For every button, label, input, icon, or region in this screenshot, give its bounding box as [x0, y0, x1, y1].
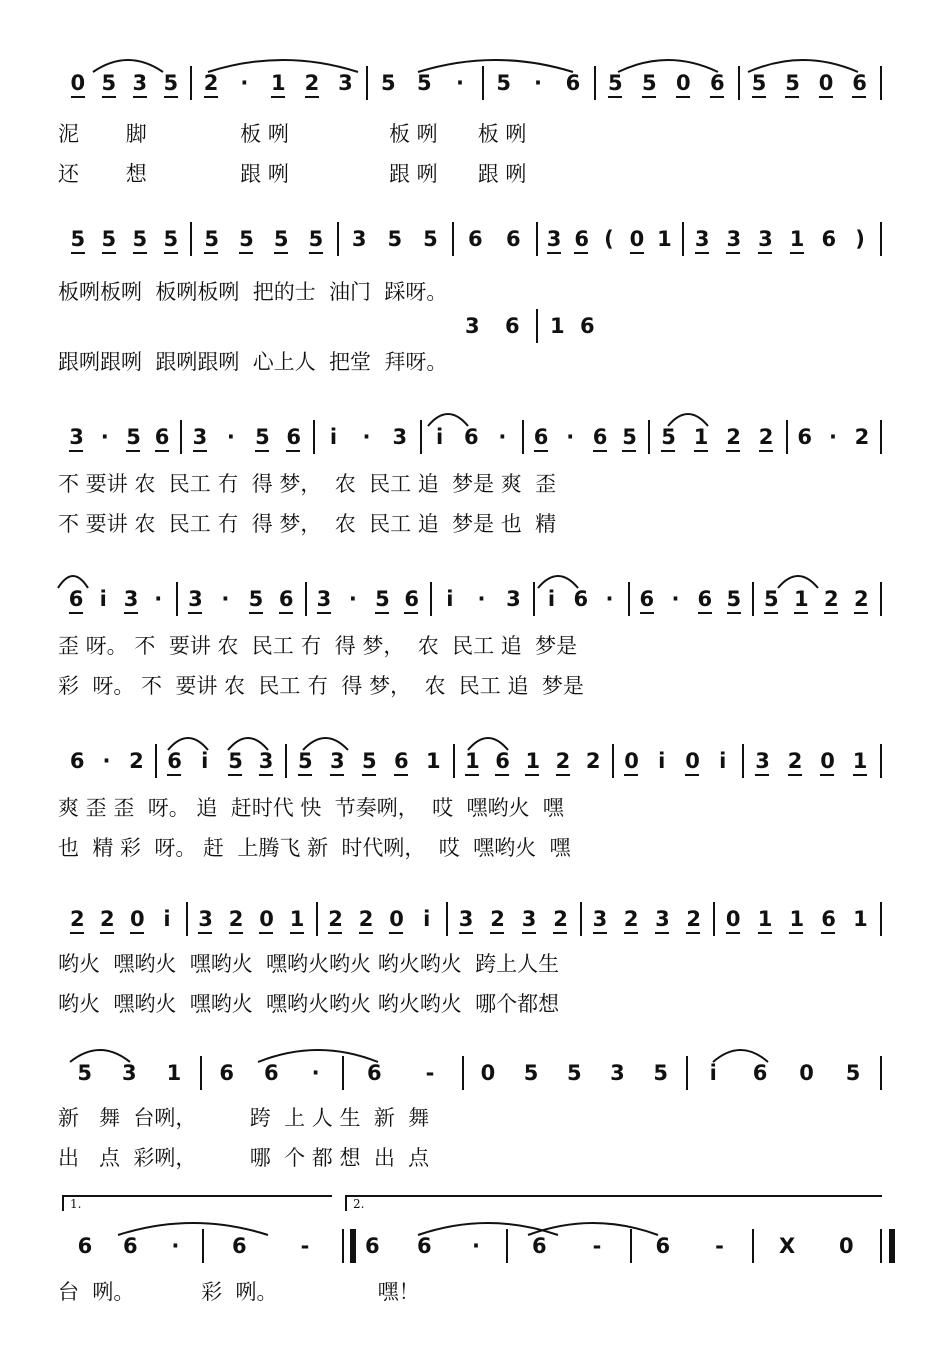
note: 6	[69, 578, 83, 614]
notation-staff	[58, 740, 884, 780]
note: 6	[69, 749, 85, 773]
note: 6	[495, 740, 509, 776]
note: ·	[477, 587, 486, 611]
note: 6	[797, 425, 812, 449]
note: 0	[819, 62, 833, 98]
note: 3	[726, 218, 740, 254]
note: 3	[465, 314, 480, 338]
note: ·	[102, 749, 111, 773]
note: 3	[459, 898, 473, 934]
lyric-line: 新 舞 台咧， 跨 上 人 生 新 舞	[58, 1106, 430, 1130]
slur	[70, 1050, 130, 1062]
note: -	[715, 1234, 724, 1258]
note: 1	[657, 227, 672, 251]
note: 6	[532, 1234, 547, 1258]
note: 3	[522, 898, 536, 934]
note: 6	[505, 314, 520, 338]
slur	[538, 576, 578, 588]
lyric-line: 跟咧跟咧 跟咧跟咧 心上人 把堂 拜呀。	[58, 350, 448, 374]
note: 1	[853, 740, 867, 776]
slur-arcs	[58, 62, 884, 102]
note: 5	[362, 740, 376, 776]
note: 5	[102, 218, 116, 254]
slur-arcs	[58, 218, 884, 258]
note: ·	[498, 425, 507, 449]
note: 3	[610, 1061, 625, 1085]
note: 3	[317, 578, 331, 614]
slur-arcs	[58, 416, 884, 456]
note: 6	[279, 578, 293, 614]
note: 3	[506, 587, 521, 611]
note: 3	[392, 425, 408, 449]
lyric-line: 出 点 彩咧， 哪 个 都 想 出 点	[58, 1146, 430, 1170]
note: 6	[752, 1061, 768, 1085]
note: 2	[359, 898, 373, 934]
volta-label: 2.	[353, 1197, 365, 1211]
note: 0	[259, 898, 273, 934]
note: 2	[70, 898, 84, 934]
lyric-line: 哟火 嘿哟火 嘿哟火 嘿哟火哟火 哟火哟火 跨上人生	[58, 952, 560, 976]
lyric-line: 也 精 彩 呀。 赶 上腾飞 新 时代咧， 哎 嘿哟火 嘿	[58, 836, 571, 860]
note: 3	[695, 218, 709, 254]
note: i	[709, 1061, 717, 1085]
note: 3	[351, 227, 367, 251]
note: 3	[133, 62, 147, 98]
note: 3	[198, 898, 212, 934]
notation-staff	[58, 578, 884, 618]
note: 5	[71, 218, 85, 254]
lyric-line: 爽 歪 歪 呀。 追 赶时代 快 节奏咧， 哎 嘿哟火 嘿	[58, 796, 564, 820]
slur	[748, 60, 858, 72]
note: 3	[547, 218, 561, 254]
note: i	[719, 749, 727, 773]
note: 3	[338, 71, 353, 95]
note: 6	[710, 62, 724, 98]
note: 0	[624, 740, 638, 776]
note: 3	[330, 740, 344, 776]
note: 5	[133, 218, 147, 254]
note: 5	[496, 71, 511, 95]
note: ·	[533, 71, 542, 95]
note: 5	[255, 416, 269, 452]
note: X	[779, 1234, 796, 1258]
note: 3	[121, 1061, 137, 1085]
note: 3	[188, 578, 202, 614]
note: 6	[573, 587, 589, 611]
bar-line	[536, 309, 538, 343]
note: 0	[480, 1061, 496, 1085]
note: 2	[759, 416, 773, 452]
note: i	[658, 749, 666, 773]
volta-bracket	[62, 1195, 332, 1211]
note: 6	[404, 578, 418, 614]
note: 2	[726, 416, 740, 452]
volta-label: 1.	[70, 1197, 82, 1211]
note: 5	[752, 62, 766, 98]
note: 2	[624, 898, 638, 934]
note: 0	[389, 898, 403, 934]
note: 3	[124, 578, 138, 614]
note: 3	[69, 416, 83, 452]
note: 5	[164, 62, 178, 98]
note: ·	[362, 425, 371, 449]
note: 1	[271, 62, 285, 98]
note: 5	[204, 218, 218, 254]
note: 1	[166, 1061, 182, 1085]
note: 2	[100, 898, 114, 934]
note: 6	[77, 1234, 93, 1258]
note: 5	[661, 416, 675, 452]
note: 1	[465, 740, 479, 776]
note: 5	[375, 578, 389, 614]
slur	[303, 738, 348, 750]
note: 5	[523, 1061, 539, 1085]
note: 6	[367, 1061, 382, 1085]
note: 0	[685, 740, 699, 776]
note: i	[436, 425, 444, 449]
note: 6	[122, 1234, 138, 1258]
note: 0	[676, 62, 690, 98]
slur	[418, 60, 573, 72]
slur	[93, 60, 163, 72]
note: 6	[263, 1061, 279, 1085]
alternate-notes	[452, 305, 602, 345]
lyric-line: 不 要讲 农 民工 冇 得 梦， 农 民工 追 梦是 爽 歪	[58, 472, 557, 496]
volta-bracket	[345, 1195, 882, 1211]
note: 2	[328, 898, 342, 934]
note: 3	[593, 898, 607, 934]
note: ·	[221, 587, 230, 611]
lyric-line: 还 想 跟 咧 跟 咧 跟 咧	[58, 162, 527, 186]
note: 5	[387, 227, 403, 251]
note: 2	[788, 740, 802, 776]
note: 2	[854, 578, 868, 614]
slur-arcs	[58, 740, 884, 780]
note: 5	[102, 62, 116, 98]
note: 5	[653, 1061, 668, 1085]
note: ·	[566, 425, 575, 449]
note: 6	[534, 416, 548, 452]
note: 5	[566, 1061, 582, 1085]
note: 5	[642, 62, 656, 98]
note: i	[547, 587, 556, 611]
note: 6	[593, 416, 607, 452]
note: 1	[426, 749, 441, 773]
note: 5	[77, 1061, 92, 1085]
note: ·	[226, 425, 235, 449]
note: 6	[821, 898, 835, 934]
note: i	[201, 749, 209, 773]
lyric-line: 哟火 嘿哟火 嘿哟火 嘿哟火哟火 哟火哟火 哪个都想	[58, 992, 560, 1016]
slur-arcs	[58, 1052, 884, 1092]
slur	[618, 60, 718, 72]
note: 1	[790, 218, 804, 254]
note: 6	[394, 740, 408, 776]
notation-staff	[58, 1052, 884, 1092]
notation-staff	[58, 1225, 884, 1265]
note: 5	[423, 227, 438, 251]
note: 5	[239, 218, 253, 254]
note: 3	[758, 218, 772, 254]
note: 2	[129, 749, 144, 773]
note: ·	[348, 587, 357, 611]
note: i	[446, 587, 454, 611]
note: 6	[565, 71, 581, 95]
note: 0	[820, 740, 834, 776]
note: 0	[130, 898, 144, 934]
note: 2	[229, 898, 243, 934]
slur-arcs	[58, 1225, 884, 1265]
lyric-line: 歪 呀。 不 要讲 农 民工 冇 得 梦， 农 民工 追 梦是	[58, 634, 578, 658]
slur-arcs	[58, 898, 884, 938]
note: 0	[71, 62, 85, 98]
note: 2	[556, 740, 570, 776]
note: 2	[824, 578, 838, 614]
note: 5	[727, 578, 741, 614]
slur	[668, 414, 708, 426]
slur	[168, 738, 208, 750]
note: ·	[240, 71, 249, 95]
note: 5	[845, 1061, 861, 1085]
note: )	[855, 227, 865, 251]
note: 2	[854, 425, 870, 449]
notation-staff	[58, 218, 884, 258]
slur	[418, 1223, 558, 1235]
lyric-line: 板咧板咧 板咧板咧 把的士 油门 踩呀。	[58, 280, 448, 304]
note: 1	[794, 578, 808, 614]
note: 2	[490, 898, 504, 934]
note: 1	[290, 898, 304, 934]
note: 5	[228, 740, 242, 776]
note: 6	[468, 227, 483, 251]
slur	[118, 1223, 268, 1235]
note: ·	[671, 587, 680, 611]
note: 6	[286, 416, 300, 452]
note: ·	[456, 71, 464, 95]
note: 3	[259, 740, 273, 776]
note: 0	[799, 1061, 814, 1085]
note: 5	[785, 62, 799, 98]
notation-staff	[58, 416, 884, 456]
slur	[208, 60, 358, 72]
note: ·	[472, 1234, 480, 1258]
note: 6	[655, 1234, 671, 1258]
note: 5	[164, 218, 178, 254]
slur	[428, 414, 468, 426]
note: 5	[274, 218, 288, 254]
note: i	[99, 587, 107, 611]
note: 5	[608, 62, 622, 98]
note: 3	[655, 898, 669, 934]
note: 1	[550, 314, 565, 338]
lyric-line: 彩 呀。 不 要讲 农 民工 冇 得 梦， 农 民工 追 梦是	[58, 674, 584, 698]
slur	[58, 576, 88, 588]
slur	[528, 1223, 658, 1235]
note: 5	[126, 416, 140, 452]
slur	[258, 1050, 378, 1062]
note: 5	[417, 71, 432, 95]
note: 6	[580, 314, 595, 338]
note: 5	[622, 416, 636, 452]
slur	[778, 576, 818, 588]
note: 2	[553, 898, 567, 934]
note: 6	[219, 1061, 234, 1085]
note: ·	[100, 425, 109, 449]
notation-staff	[58, 898, 884, 938]
note: (	[604, 227, 614, 251]
note: 6	[463, 425, 479, 449]
slur-arcs	[58, 578, 884, 618]
note: 6	[232, 1234, 247, 1258]
note: i	[329, 425, 338, 449]
note: 1	[853, 907, 868, 931]
note: ·	[828, 425, 837, 449]
slur	[228, 738, 268, 750]
note: 6	[417, 1234, 432, 1258]
note: 6	[821, 227, 837, 251]
note: 2	[686, 898, 700, 934]
note: 3	[755, 740, 769, 776]
lyric-line: 台 咧。 彩 咧。 嘿！	[58, 1280, 420, 1304]
note: 6	[167, 740, 181, 776]
note: 5	[249, 578, 263, 614]
note: i	[423, 907, 431, 931]
note: 5	[298, 740, 312, 776]
note: 0	[726, 898, 740, 934]
note: 1	[758, 898, 772, 934]
lyric-line: 不 要讲 农 民工 冇 得 梦， 农 民工 追 梦是 也 精	[58, 512, 557, 536]
note: 6	[852, 62, 866, 98]
note: -	[300, 1234, 310, 1258]
note: ·	[154, 587, 163, 611]
notation-staff	[58, 62, 884, 102]
note: -	[425, 1061, 435, 1085]
note: 3	[193, 416, 207, 452]
note: 5	[381, 71, 396, 95]
note: 1	[694, 416, 708, 452]
note: 2	[585, 749, 601, 773]
note: 2	[305, 62, 319, 98]
note: 0	[630, 218, 644, 254]
note: ·	[311, 1061, 320, 1085]
note: 0	[839, 1234, 854, 1258]
note: 6	[640, 578, 654, 614]
note: -	[592, 1234, 602, 1258]
slur	[468, 738, 508, 750]
note: 1	[789, 898, 803, 934]
note: 2	[204, 62, 218, 98]
note: ·	[171, 1234, 180, 1258]
note: 6	[506, 227, 521, 251]
note: 6	[574, 218, 588, 254]
note: ·	[605, 587, 614, 611]
note: 5	[309, 218, 323, 254]
lyric-line: 泥 脚 板 咧 板 咧 板 咧	[58, 122, 527, 146]
note: 1	[525, 740, 539, 776]
slur	[713, 1050, 768, 1062]
note: 6	[365, 1234, 380, 1258]
note: i	[163, 907, 171, 931]
note: 6	[155, 416, 169, 452]
note: 5	[764, 578, 778, 614]
note: 6	[698, 578, 712, 614]
